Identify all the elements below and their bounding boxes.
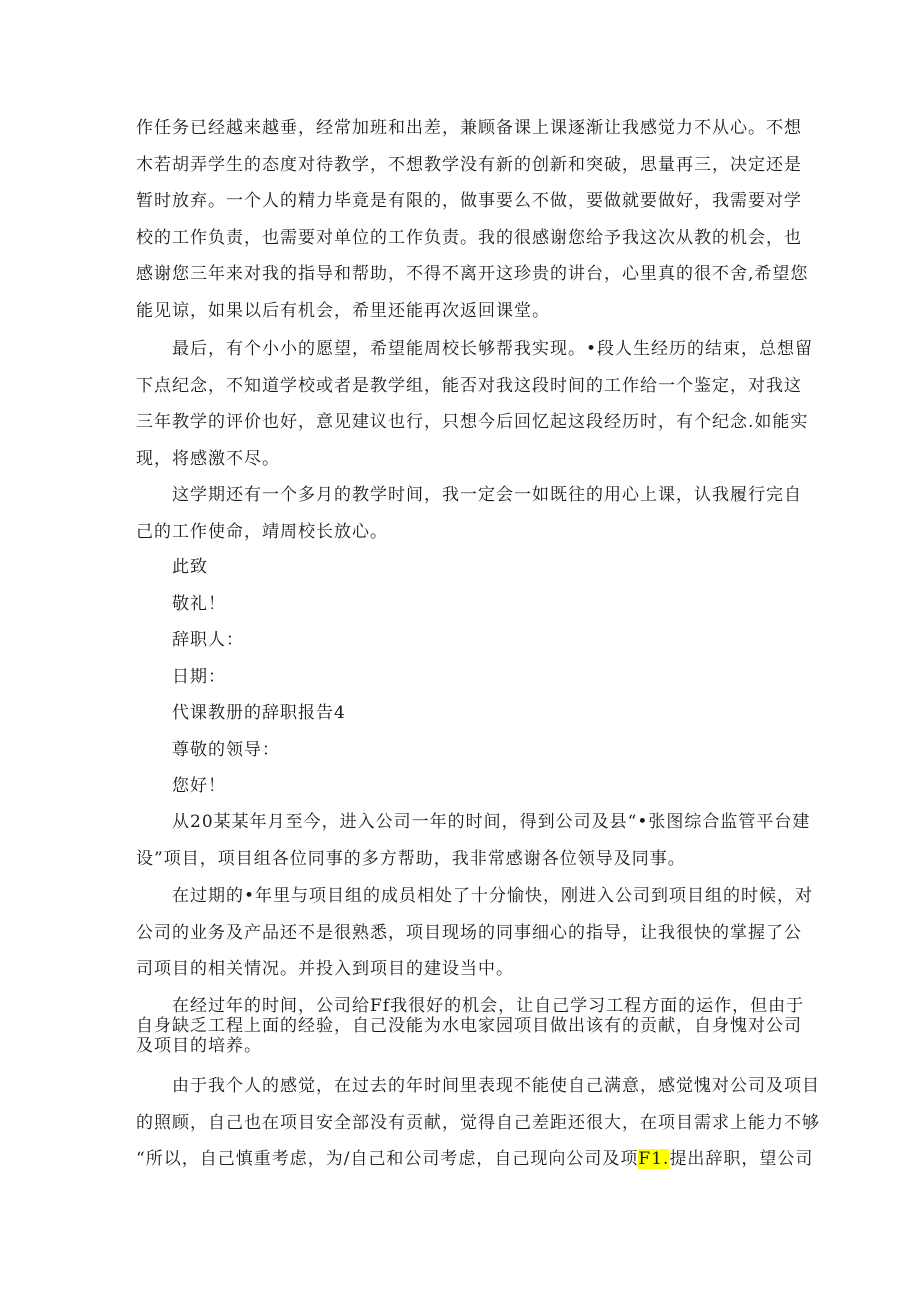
date-label: 日期： (172, 666, 226, 687)
text-line: 公司的业务及产品还不是很熟悉，项目现场的同事细心的指导，让我很快的掌握了公 (136, 922, 802, 943)
text-line: 暂时放弃。一个人的精力毕竟是有限的，做事要么不做，要做就要做好，我需要对学 (136, 191, 802, 211)
text-segment: “所以，自己慎重考虑，为/自己和公司考虑，自己现向公司及项 (136, 1149, 639, 1169)
paragraph-term (136, 477, 802, 550)
resigner-label: 辞职人： (172, 630, 244, 650)
text-line: 作任务已经越来越垂，经常加班和出差，兼顾备课上课逐渐让我感觉力不从心。不想 (136, 118, 802, 138)
paragraph-intro (136, 804, 811, 877)
text-line: 下点纪念，不知道学校或者是教学组，能否对我这段时间的工作给一个鉴定，对我这 (136, 375, 802, 396)
text-line: 己的工作使命，靖周校长放心。 (136, 521, 388, 542)
text-line: 这学期还有一个多月的教学时间，我一定会一如既往的用心上课，认我履行完自 (136, 485, 802, 505)
paragraph-wish (136, 331, 814, 477)
text-line: 及项目的培养。 (136, 1036, 262, 1056)
text-line: 由于我个人的感觉，在过去的年时间里表现不能使自己满意，感觉愧对公司及项目 (136, 1076, 820, 1096)
text-line: 最后，有个小小的愿望，希望能周校长够帮我实现。•段人生经历的结束，总想留 (136, 339, 814, 359)
closing-block (172, 549, 772, 805)
text-line: 在过期的•年里与项目组的成员相处了十分愉快，刚进入公司到项目组的时候，对 (136, 886, 814, 906)
paragraph-continuation (136, 110, 809, 329)
text-line: 现，将感激不尽。 (136, 448, 280, 469)
report-title: 代课教册的辞职报告4 (172, 703, 346, 723)
text-line: 自身缺乏工程上面的经验，自己没能为水电家园项目做出该有的贡献，自身愧对公司 (136, 1016, 802, 1036)
salutation: 尊敬的领导： (172, 739, 280, 760)
text-line: 感谢您三年来对我的指导和帮助，不得不离开这珍贵的讲台，心里真的很不舍,希望您 (136, 264, 809, 284)
text-line-last (136, 1141, 814, 1178)
text-segment: 提出辞职，望公司 (669, 1149, 814, 1169)
paragraph-past (136, 878, 814, 988)
paragraph-chance (136, 996, 805, 1056)
text-line: 木若胡弄学生的态度对待教学，不想教学没有新的创新和突破，思量再三，决定还是 (136, 154, 802, 175)
closing-regards-2: 敬礼！ (172, 593, 226, 614)
paragraph-reason (136, 1068, 820, 1178)
text-line: 三年教学的评价也好，意见建议也行，只想今后回忆起这段经历时，有个纪念.如能实 (136, 412, 809, 432)
text-line: 在经过年的时间，公司给Ff我很好的机会，让自己学习工程方面的运作，但由于 (136, 996, 805, 1016)
highlighted-text: F1. (638, 1149, 670, 1169)
text-line: 从20某某年月至今，进入公司一年的时间，得到公司及县“•张图综合监管平台建 (172, 812, 811, 832)
closing-regards-1: 此致 (172, 557, 208, 577)
text-line: 的照顾，自己也在项目安全部没有贡献，觉得自己差距还很大，在项目需求上能力不够 (136, 1112, 820, 1133)
greeting: 您好！ (172, 776, 226, 796)
text-line: 能见谅，如果以后有机会，希里还能再次返回课堂。 (136, 300, 550, 321)
text-line: 设”项目，项目组各位同事的多方帮助，我非常感谢各位领导及同事。 (136, 848, 686, 869)
text-line: 校的工作负责，也需要对单位的工作负责。我的很感谢您给予我这次从教的机会，也 (136, 227, 802, 248)
text-line: 司项目的相关情况。并投入到项目的建设当中。 (136, 959, 514, 979)
